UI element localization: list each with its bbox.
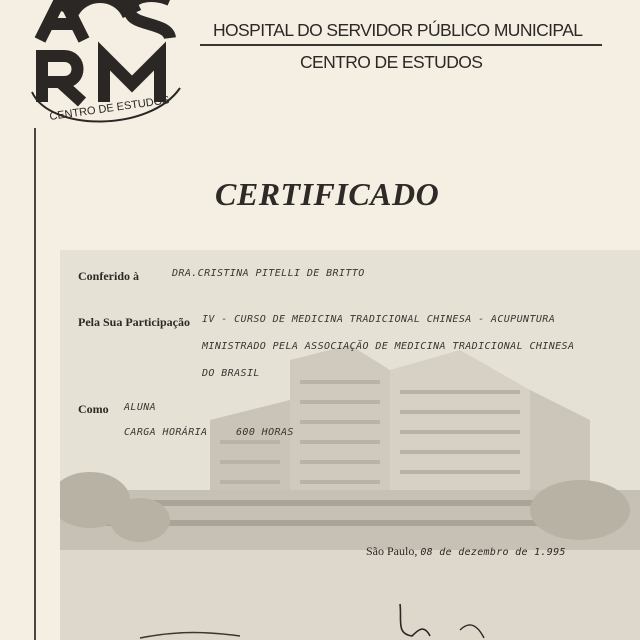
como-label: Como [78,402,109,416]
course-line-2: MINISTRADO PELA ASSOCIAÇÃO DE MEDICINA TRADICIONAL CHINESA [202,341,575,352]
course-line-3: DO BRASIL [202,368,260,379]
department-name: CENTRO DE ESTUDOS [300,52,483,72]
course-line-1: IV - CURSO DE MEDICINA TRADICIONAL CHINESA - ACUPUNTURA [202,314,556,325]
signature-icon [100,600,540,640]
building-photo-icon [60,250,640,640]
carga-value: 600 HORAS [236,427,294,438]
left-vertical-rule [34,128,36,640]
logo-caption: CENTRO DE ESTUDOS [48,94,171,123]
recipient-name: DRA.CRISTINA PITELLI DE BRITTO [172,268,365,279]
aspm-logo [20,0,190,142]
date-city: São Paulo, [366,544,418,558]
participacao-label: Pela Sua Participação [78,315,190,329]
aspm-logo-icon [20,0,190,142]
conferido-label: Conferido à [78,269,139,283]
hospital-name: HOSPITAL DO SERVIDOR PÚBLICO MUNICIPAL [213,20,583,40]
header-divider [200,44,602,46]
signature-strokes [100,600,540,640]
issue-date [366,544,566,559]
certificate-title: CERTIFICADO [215,176,440,212]
date-value: 08 de dezembro de 1.995 [420,547,566,558]
carga-label: CARGA HORÁRIA [124,427,208,438]
hospital-building-watermark [60,250,640,640]
role-value: ALUNA [124,402,157,413]
